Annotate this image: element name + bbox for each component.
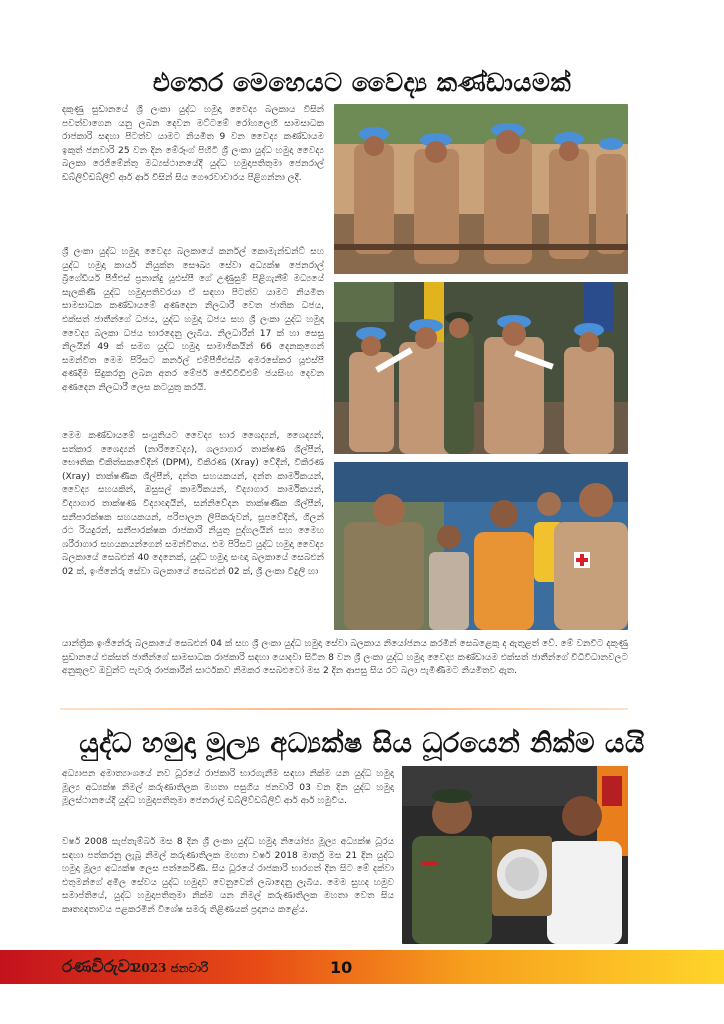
article1-paragraph-1: දකුණු සුඩානයේ ශ්‍රී ලංකා යුද්ධ හමුදා වෛද්‍ය බලකාය විසින් පවත්වාගෙන යනු ලබන දෙවන මට්ටමේ රෝහලෙහි සාමසාධක රාජකාරි සඳහා පිටත්ව යාමට නියමිත 9 වන වෛද්‍ය කණ්ඩායම ඉකුත් ජනවාරි 25 වන දින මේරූංග් පිහිටි ශ්‍රී ලංකා යුද්ධ හමුදා වෛද්‍ය බලකා රෙජිමේන්තු මධ්‍යස්ථානයේදී යුද්ධ හමුදාපතිතුමා ජෙනරාල් ඩබ්ලිව්ඩබ්ලිව් ආර් ආර් විසින් සිය ගෞරවාචාරය පිළිගන්නා ලදී. xyxy=(62,105,324,183)
article1-paragraph-4: යාන්ත්‍රික ඉංජිනේරු බලකායේ සෙබළුන් 04 ක් සහ ශ්‍රී ලංකා යුද්ධ හමුදා සේවා බලකාය නියෝජනය කරමින් සෙබළෙකු ද ඇතුළත් වේ. මේ වනවිට දකුණු සුඩානයේ එක්සත් ජාතීන්ගේ සාමසාධක රාජකාරි සඳහා යොදවා සිටින 8 වන ශ්‍රී ලංකා යුද්ධ හමුදා වෛද්‍ය කණ්ඩායම එක්සත් ජාතීන්ගේ විධිවිධානවලට අනුකූලව ඔවුන්ට පැවරූ රාජකාරීන් සාර්ථකව නිමකර සෙබළුවෝ මස 2 දින ආපසු සිය රට බලා පැමිණීමට නියමිතව ඇත. xyxy=(62,639,628,677)
article2-paragraph-2: වර්ෂ 2008 සැප්තැම්බර් මස 8 දින ශ්‍රී ලංකා යුද්ධ හමුදා නියෝජ්‍ය මූල්‍ය අධ්‍යක්ෂ ධූරය සඳහා පත්කරනු ලැබූ නිමල් කරුණාතිලක මහතා වර්ෂ 2018 මාර්තු මස 21 දින යුද්ධ හමුදා මූල්‍ය අධ්‍යක්ෂ ලෙස පත්කෙරිණි. සිය ධූරයේ රාජකාරි භාරගත් දින සිට මේ දක්වා එතුමන්ගේ අමිල සේවය යුද්ධ හමුදාව වෙනුවෙන් ලබාදෙනු ලැබිය. මෙම සුහද හමුව සමාප්තියේ, යුද්ධ හමුදාපතිතුමා නික්ම යන නිමල් කරුණාතිලක මහතා වෙත සිය කෘතඥතාවය පළකරමින් විශේෂ සමරු තිළිණයක් ප්‍රදානය කළේය. xyxy=(62,837,394,915)
article1-headline: එතෙර මෙහෙයට වෛද්‍ය කණ්ඩායමක් xyxy=(152,68,572,97)
family-farewell-photo xyxy=(334,462,628,630)
issue-date: 2023 ජනවාරි xyxy=(133,961,209,975)
page-number: 10 xyxy=(330,958,353,977)
article1-paragraph-2: ශ්‍රී ලංකා යුද්ධ හමුදා වෛද්‍ය බලකායේ කර්නල් කොමැන්ඩන්ට් සහ යුද්ධ හමුදා කාර්ය නියුක්ත සෞඛ්‍ය සේවා අධ්‍යක්ෂ ජෙනරාල් බ්‍රිගේඩියර් පීජීඑස් ප්‍රනාන්දු යූඑස්පී ගේ උණුසුම් පිළිගැනීම් මධ්‍යයේ සැලකිණි යුද්ධ හමුදාපතිවරයා ඒ සඳහා පිටත්ව යාමට නියමිත සාමසාධක කණ්ඩායමේ අණදෙන නිලධාරී වෙත ජාතික ධජය, එක්සත් ජාතීන්ගේ ධජය, යුද්ධ හමුදා ධජය සහ ශ්‍රී ලංකා යුද්ධ හමුදා වෛද්‍ය බලකා ධජය භාරදෙනු ලැබීය. නිලධාරීන් 17 ක් හා සෙසු නිලයින් 49 ක් සමග යුද්ධ හමුදා සාමාජිකයින් 66 දෙනකුගෙන් සමන්විත මෙම පිරිසට කර්නල් එම්පීජීඑස්බී අමරසේකර යූඑස්පී අණදීම සිදුකරනු ලබන අතර මේජර් ජේඩීවිඩීඑම් ජයසිංහ දෙවන අණදෙන නිලධාරී ලෙස කටයුතු කරයි. xyxy=(62,247,324,393)
peacekeepers-march-photo xyxy=(334,104,628,274)
article1-paragraph-3: මෙම කණ්ඩායමේ සංයුතියට වෛද්‍ය භාර ශෛද්‍යන්, ශෛද්‍යන්, සත්කාර ශෛද්‍යන් (නාරිවෛද්‍ය), ශල්‍යාගාර තාක්ෂණ ශිල්පීන්, භෞතික චිකිත්සකවේදීන් (DPM), විකිරණ (Xray) වේදීන්, විකිරණ (Xray) තාක්ෂණික ශිල්පීන්, දන්ත සහයකයන්, දන්ත කාර්මිකයන්, වෛද්‍ය සහයකින්, ඔසුසල් කාර්මිකයන්, විද්‍යාගාර කාර්මිකයන්, විද්‍යාගාර තාක්ෂණ විද්‍යාඥයින්, සන්නිවේදන තාක්ෂණික ශිල්පීන්, සනීපාරක්ෂක සහයකයන්, පරිපාලන ලිපිකරුවන්, සූපවේදීන්, ගිලන් රථ රියදුරන්, සනීපාරක්ෂක රාජකාරි නියුතු පුද්ගලයින් සහ මෛහ ශරීරාගාර සහයකයන්ගෙන් සමන්විතය. එම පිරිසට යුද්ධ හමුදා වෛද්‍ය බලකායේ සෙබළුන් 40 දෙනෙක්, යුද්ධ හමුදා සංඥා බලකායේ සෙබළුන් 02 ක්, ඉංජිනේරු සේවා බලකායේ සෙබළුන් 02 ක්, ශ්‍රී ලංකා විදුලි හා xyxy=(62,431,324,577)
salute-ceremony-photo xyxy=(334,282,628,454)
article2-headline: යුද්ධ හමුදා මූල්‍ය අධ්‍යක්ෂ සිය ධූරයෙන් නික්ම යයි xyxy=(79,728,645,759)
section-divider xyxy=(60,708,628,710)
magazine-name: රණවිරුවා xyxy=(62,957,136,977)
plaque-presentation-photo xyxy=(402,766,628,944)
article2-paragraph-1: අධ්‍යාපන අමාත්‍යාංශයේ නව ධූරයේ රාජකාරි භාරගැනීම සඳහා නික්ම යන යුද්ධ හමුදා මූල්‍ය අධ්‍යක්ෂ නිමල් කරුණාතිලක මහතා පසුගිය ජනවාරි 03 වන දින යුද්ධ හමුදා මූලස්ථානයේදී යුද්ධ හමුදාපතිතුමා ජෙනරාල් ඩබ්ලිව්ඩබ්ලිව් ආර් ආර් හමුවිය. xyxy=(62,769,394,807)
